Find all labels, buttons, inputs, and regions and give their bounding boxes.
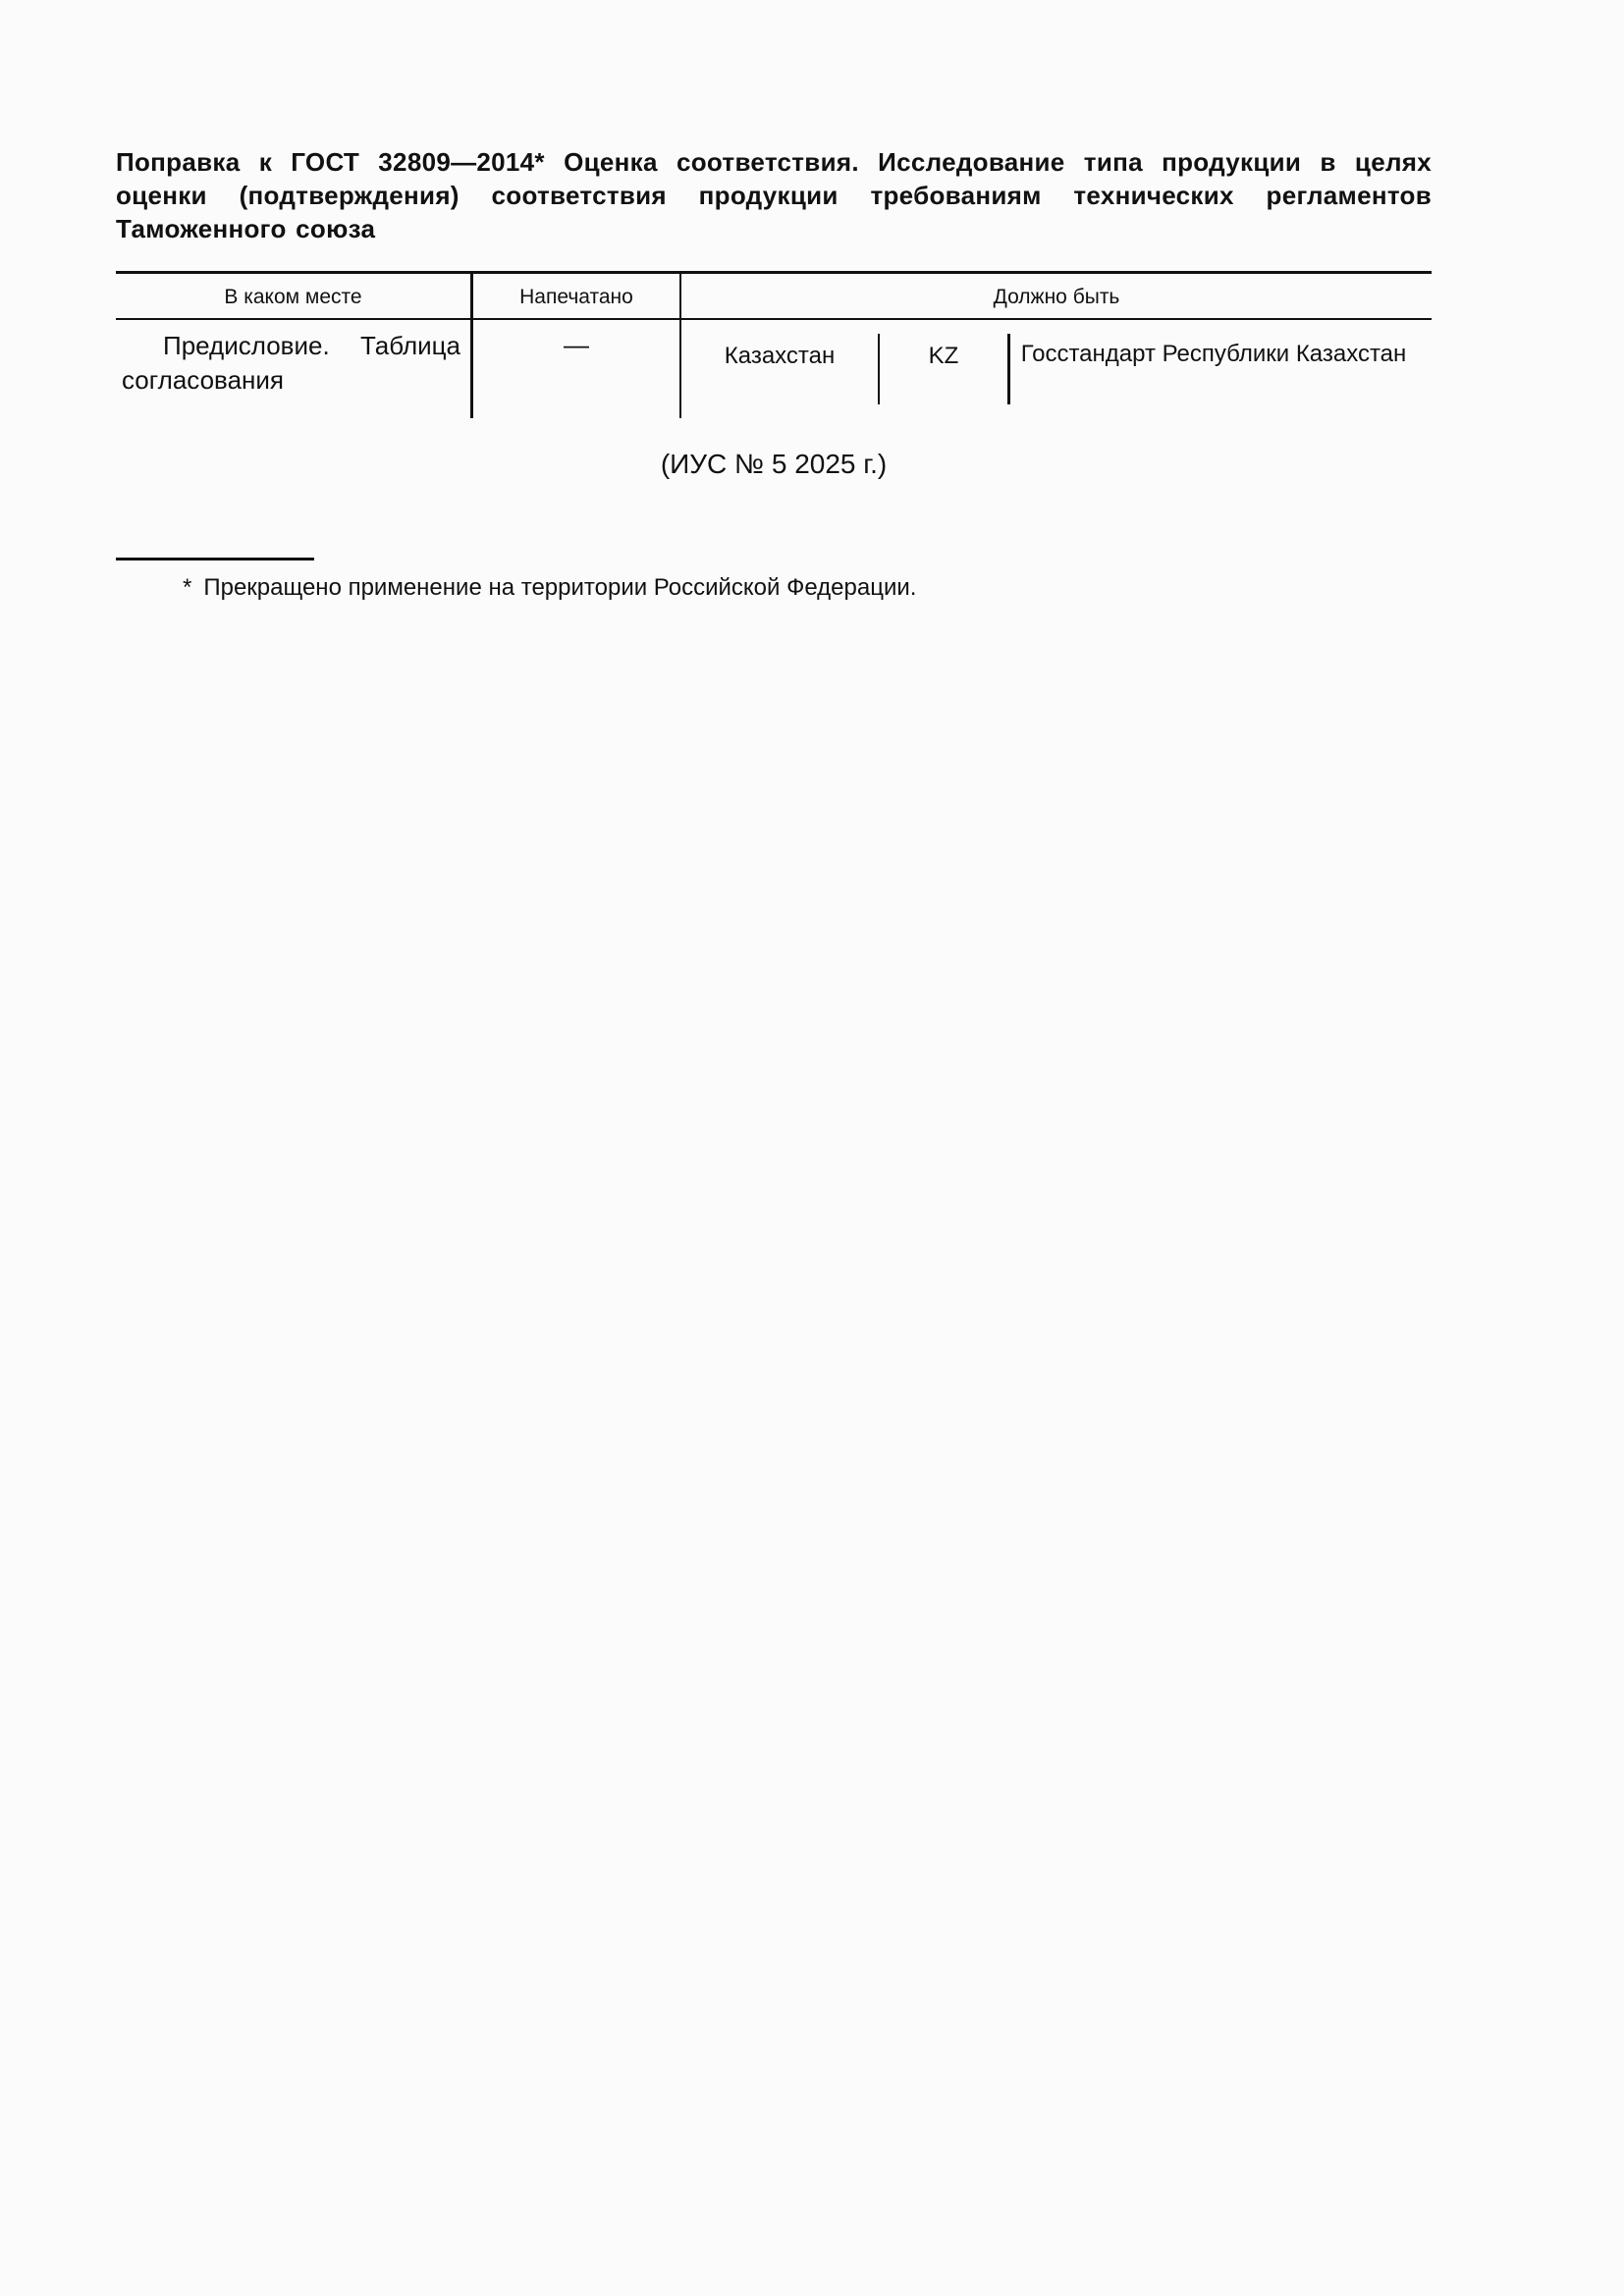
header-where: В каком месте	[224, 286, 362, 308]
cell-country-code: KZ	[928, 343, 959, 369]
source-note: (ИУС № 5 2025 г.)	[660, 449, 888, 479]
footnote-mark: *	[183, 574, 192, 601]
table-top-rule	[116, 271, 1432, 274]
footnote	[183, 572, 916, 604]
document-title: Поправка к ГОСТ 32809—2014* Оценка соответствия. Исследование типа продукции в целях оценки (подтверждения) соответствия продукции требованиям технических регламентов Таможенного союза	[116, 147, 1432, 243]
cell-country: Казахстан	[724, 343, 836, 369]
footnote-text: Прекращено применение на территории Российской Федерации.	[203, 574, 917, 601]
cell-printed: —	[564, 330, 589, 359]
cell-organization: Госстандарт Республики Казахстан	[1020, 341, 1407, 367]
footnote-rule	[116, 558, 314, 561]
header-printed: Напечатано	[519, 286, 633, 308]
table-header-rule	[116, 318, 1432, 320]
cell-where: Предисловие. Таблица согласования	[122, 331, 460, 395]
header-should-be: Должно быть	[993, 286, 1120, 308]
